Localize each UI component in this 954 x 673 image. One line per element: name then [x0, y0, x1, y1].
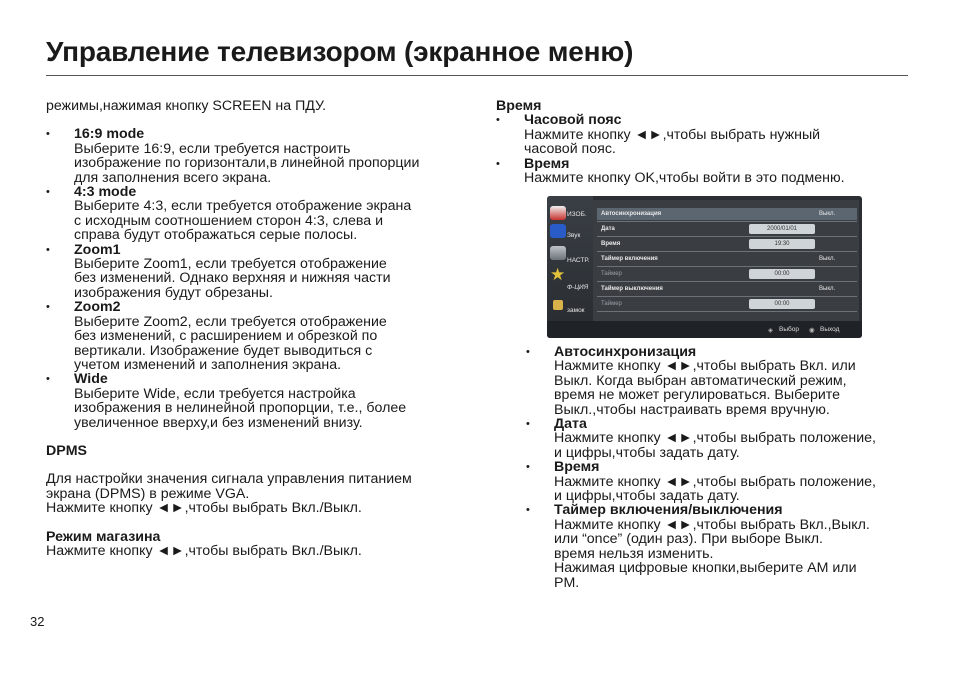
osd-footer	[547, 321, 862, 338]
osd-exit-hint: Выход	[820, 326, 840, 333]
item-desc: время не может регулироваться. Выберите	[554, 387, 840, 404]
sound-icon	[550, 224, 566, 238]
mode-heading: • Zoom1	[74, 241, 121, 258]
osd-sidebar	[547, 196, 593, 321]
mode-desc: без изменений. Однако верхняя и нижняя части	[74, 270, 391, 287]
list-item	[526, 345, 926, 417]
osd-row	[597, 238, 857, 250]
tv-menu-screenshot	[547, 196, 862, 338]
osd-row-label: Дата	[601, 226, 615, 232]
list-item	[46, 127, 462, 185]
time-heading: Время	[496, 98, 542, 114]
item-desc: Выкл.,чтобы настраивать время вручную.	[554, 401, 830, 418]
item-heading: • Часовой пояс	[524, 112, 622, 129]
osd-row-label: Таймер включения	[601, 256, 658, 262]
osd-row-value: Выкл.	[819, 286, 836, 292]
mode-desc: Выберите 4:3, если требуется отображение экрана	[74, 198, 412, 215]
item-heading: • Автосинхронизация	[554, 344, 697, 360]
osd-side-label: замок	[567, 307, 585, 314]
item-desc: часовой пояс.	[524, 141, 616, 158]
osd-select-hint: Выбор	[779, 326, 799, 333]
item-desc: Нажмите кнопку ◄►,чтобы выбрать нужный	[524, 126, 821, 143]
osd-row	[597, 253, 857, 265]
left-column	[46, 99, 462, 558]
mode-desc: для заполнения всего экрана.	[74, 169, 272, 186]
osd-row-value: Выкл.	[819, 211, 836, 217]
item-desc: PM.	[554, 574, 580, 591]
intro-text: режимы,нажимая кнопку SCREEN на ПДУ.	[46, 98, 327, 114]
osd-row-label: Автосинхронизация	[601, 211, 662, 217]
osd-divider	[597, 236, 857, 237]
shop-mode-heading: Режим магазина	[46, 528, 161, 545]
navigate-icon: ◈	[768, 327, 773, 334]
shop-mode-text: Нажмите кнопку ◄►,чтобы выбрать Вкл./Выкл.	[46, 542, 362, 559]
osd-divider	[597, 311, 857, 312]
settings-icon	[550, 246, 566, 260]
time-top-list	[496, 113, 916, 185]
item-desc: Нажмите кнопку OK,чтобы войти в это подменю.	[524, 170, 845, 187]
osd-row-label: Таймер	[601, 271, 622, 277]
mode-desc: с исходным соотношением сторон 4:3, слева и	[74, 212, 384, 229]
right-column	[496, 99, 916, 185]
osd-side-label: Звук	[567, 232, 581, 239]
osd-row-label: Таймер выключения	[601, 286, 663, 292]
mode-desc: справа будут отображаться серые полосы.	[74, 227, 358, 244]
title-divider	[46, 75, 908, 76]
osd-row-box: 00:00	[749, 269, 815, 279]
mode-heading: • Zoom2	[74, 299, 121, 316]
exit-icon: ◉	[809, 327, 815, 334]
osd-row	[597, 223, 857, 235]
mode-desc: вертикали. Изображение будет выводиться с	[74, 342, 373, 359]
osd-row-label: Таймер	[601, 301, 622, 307]
mode-desc: учетом изменений и заполнения экрана.	[74, 356, 342, 373]
item-desc: и цифры,чтобы задать дату.	[554, 488, 740, 505]
osd-row	[597, 268, 857, 280]
list-item	[46, 185, 462, 243]
dpms-heading: DPMS	[46, 442, 87, 459]
mode-desc: Выберите 16:9, если требуется настроить	[74, 140, 351, 157]
item-desc: Нажмите кнопку ◄►,чтобы выбрать положение,	[554, 473, 876, 490]
item-heading: • Дата	[554, 416, 587, 433]
mode-desc: без изменений, с расширением и обрезкой по	[74, 328, 378, 345]
dpms-text: экрана (DPMS) в режиме VGA.	[46, 485, 250, 502]
mode-desc: Выберите Zoom2, если требуется отображение	[74, 313, 387, 330]
osd-divider	[597, 251, 857, 252]
item-desc: и цифры,чтобы задать дату.	[554, 444, 740, 461]
osd-row	[597, 283, 857, 295]
mode-desc: Выберите Wide, если требуется настройка	[74, 385, 356, 402]
picture-icon	[550, 206, 566, 220]
mode-desc: изображения в нелинейной пропорции, т.е., более	[74, 400, 407, 417]
osd-row-box: 00:00	[749, 299, 815, 309]
dpms-text: Для настройки значения сигнала управления питанием	[46, 471, 412, 488]
mode-desc: изображение по горизонтали,в линейной пропорции	[74, 155, 420, 172]
osd-row	[597, 298, 857, 310]
osd-side-label: Ф-ЦИЯ	[567, 284, 589, 291]
list-item	[496, 157, 916, 186]
item-heading: • Время	[554, 459, 600, 476]
list-item	[526, 460, 926, 503]
mode-heading: • Wide	[74, 371, 108, 388]
item-desc: Нажмите кнопку ◄►,чтобы выбрать положение,	[554, 430, 876, 447]
list-item	[496, 113, 916, 156]
list-item	[46, 300, 462, 372]
time-items-block	[526, 345, 926, 590]
list-item	[46, 372, 462, 430]
dpms-text: Нажмите кнопку ◄►,чтобы выбрать Вкл./Выкл.	[46, 500, 362, 517]
mode-desc: увеличенное вверху,и без изменений внизу.	[74, 414, 363, 431]
item-desc: Нажмите кнопку ◄►,чтобы выбрать Вкл.,Выкл.	[554, 516, 870, 533]
list-item	[526, 417, 926, 460]
item-desc: Нажимая цифровые кнопки,выберите AM или	[554, 560, 857, 577]
item-heading: • Таймер включения/выключения	[554, 502, 783, 519]
osd-side-label: НАСТР.	[567, 257, 590, 264]
mode-heading: • 16:9 mode	[74, 126, 145, 143]
osd-row-value: Выкл.	[819, 256, 836, 262]
osd-row-box: 2000/01/01	[749, 224, 815, 234]
page-title: Управление телевизором (экранное меню)	[46, 36, 634, 67]
osd-row-box: 19:30	[749, 239, 815, 249]
mode-heading: • 4:3 mode	[74, 184, 137, 201]
osd-divider	[597, 296, 857, 297]
list-item	[526, 503, 926, 589]
item-desc: или “once” (один раз). При выборе Выкл.	[554, 531, 823, 548]
page-number: 32	[30, 614, 45, 629]
time-settings-list	[526, 345, 926, 590]
item-desc: Нажмите кнопку ◄►,чтобы выбрать Вкл. или	[554, 358, 856, 375]
mode-desc: изображения будут обрезаны.	[74, 284, 273, 301]
osd-row	[597, 208, 857, 220]
osd-divider	[597, 281, 857, 282]
star-icon: ★	[550, 265, 566, 284]
item-desc: Выкл. Когда выбран автоматический режим,	[554, 372, 847, 389]
screen-mode-list	[46, 127, 462, 430]
list-item	[46, 243, 462, 301]
mode-desc: Выберите Zoom1, если требуется отображение	[74, 256, 387, 273]
lock-icon	[553, 300, 563, 310]
osd-row-label: Время	[601, 241, 621, 247]
item-heading: • Время	[524, 155, 570, 172]
osd-divider	[597, 221, 857, 222]
osd-panel	[593, 200, 859, 321]
osd-divider	[597, 266, 857, 267]
item-desc: время нельзя изменить.	[554, 545, 714, 562]
osd-side-label: ИЗОБ.	[567, 211, 587, 218]
